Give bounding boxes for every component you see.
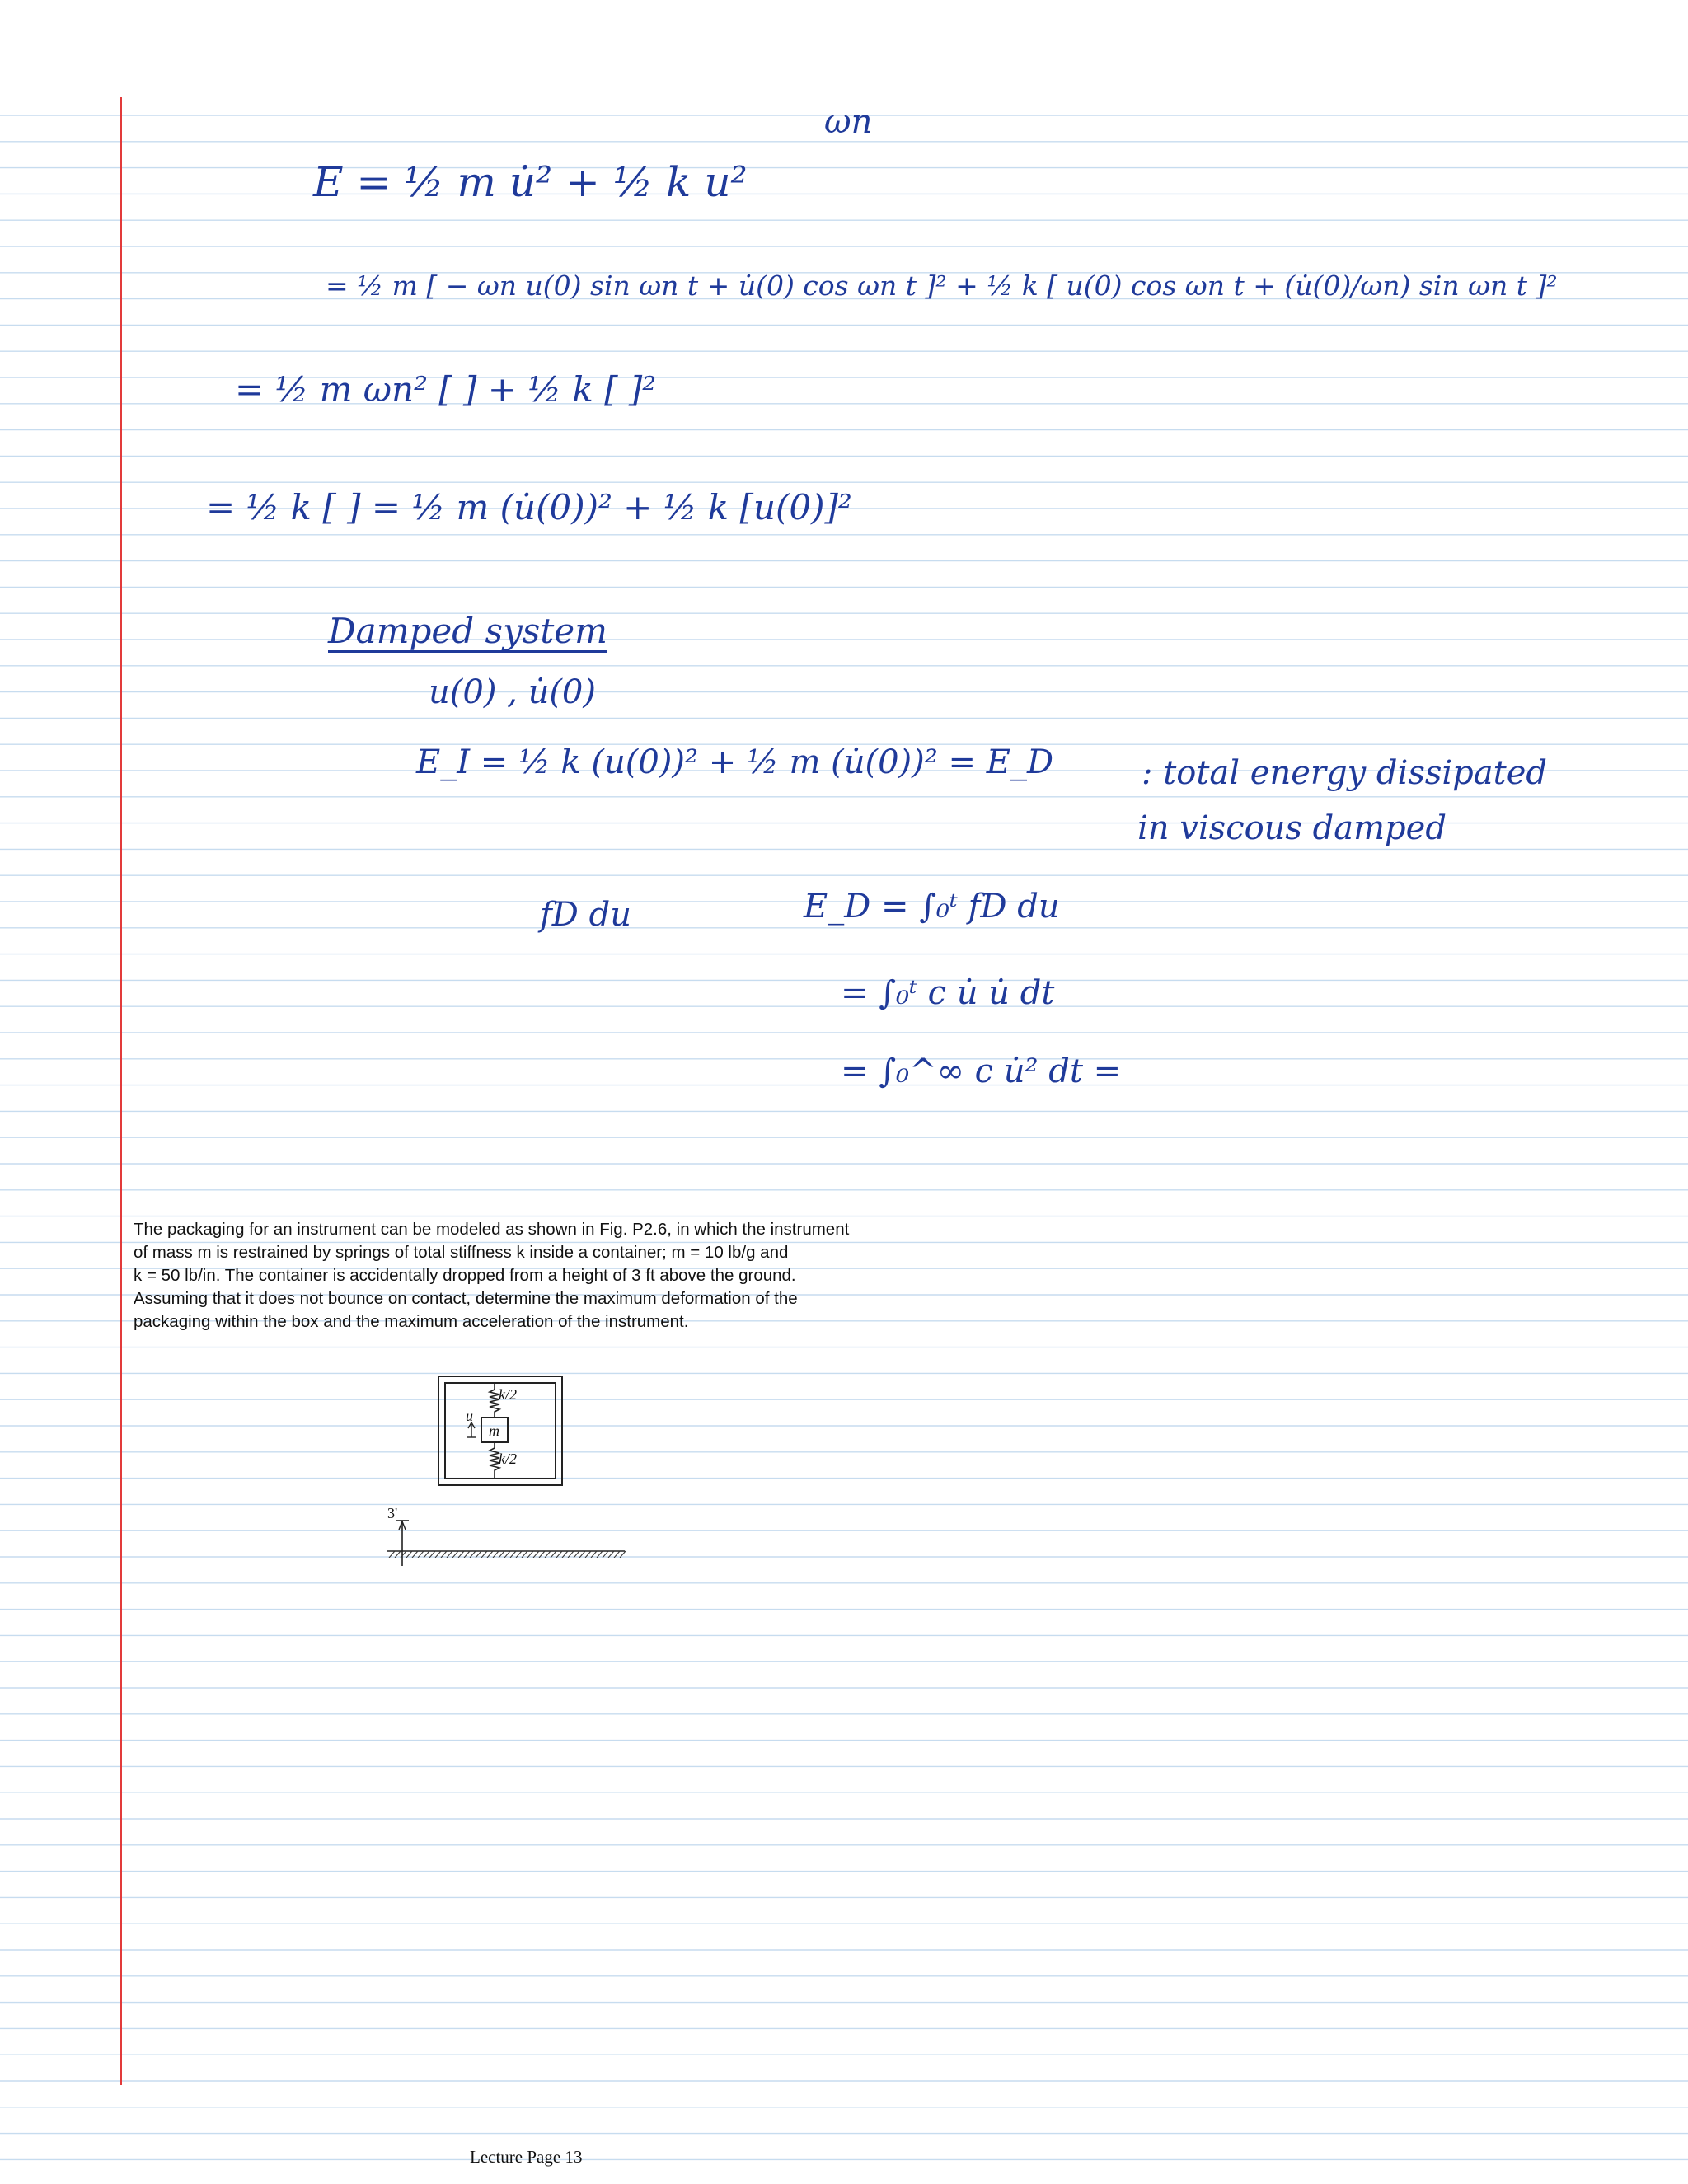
mass-label: m (489, 1422, 499, 1439)
hatch-stroke (452, 1551, 458, 1558)
hatch-stroke (412, 1551, 418, 1558)
dissipated-energy-integral: E_D = ∫₀ᵗ fD du (804, 888, 1060, 926)
ground-hatching (389, 1551, 626, 1558)
energy-result: = ½ k [ ] = ½ m (u̇(0))² + ½ k [u(0)]² (206, 487, 852, 527)
hatch-stroke (528, 1551, 533, 1558)
hatch-stroke (579, 1551, 585, 1558)
hatch-stroke (429, 1551, 435, 1558)
hatch-stroke (608, 1551, 614, 1558)
hatch-stroke (435, 1551, 441, 1558)
initial-conditions: u(0) , u̇(0) (429, 673, 596, 711)
hatch-stroke (522, 1551, 528, 1558)
dissipation-note-line1: : total energy dissipated (1142, 754, 1547, 792)
input-energy-equation: E_I = ½ k (u(0))² + ½ m (u̇(0))² = E_D (416, 743, 1054, 781)
damped-system-heading: Damped system (328, 611, 607, 651)
hatch-stroke (487, 1551, 493, 1558)
hatch-stroke (476, 1551, 481, 1558)
hatch-stroke (551, 1551, 556, 1558)
energy-factored: = ½ m ωn² [ ] + ½ k [ ]² (235, 369, 657, 410)
hatch-stroke (464, 1551, 470, 1558)
hatch-stroke (441, 1551, 447, 1558)
hatch-stroke (620, 1551, 626, 1558)
hatch-stroke (591, 1551, 597, 1558)
hatch-stroke (504, 1551, 510, 1558)
hatch-stroke (533, 1551, 539, 1558)
hatch-stroke (401, 1551, 406, 1558)
hatch-stroke (470, 1551, 476, 1558)
hatch-stroke (481, 1551, 487, 1558)
problem-line: k = 50 lb/in. The container is accidentally dropped from a height of 3 ft above the ground. (134, 1266, 796, 1285)
hatch-stroke (447, 1551, 452, 1558)
hatch-stroke (458, 1551, 464, 1558)
problem-line: of mass m is restrained by springs of total stiffness k inside a container; m = 10 lb/g and (134, 1243, 789, 1262)
problem-line: Assuming that it does not bounce on contact, determine the maximum deformation of the (134, 1289, 798, 1308)
hatch-stroke (539, 1551, 545, 1558)
problem-statement (134, 1218, 875, 1333)
hatch-stroke (556, 1551, 562, 1558)
hatch-stroke (424, 1551, 429, 1558)
hatch-stroke (603, 1551, 608, 1558)
hatch-stroke (389, 1551, 395, 1558)
energy-definition: E = ½ m u̇² + ½ k u² (313, 158, 748, 206)
hatch-stroke (406, 1551, 412, 1558)
hatch-stroke (499, 1551, 504, 1558)
energy-expansion: = ½ m [ − ωn u(0) sin ωn t + u̇(0) cos ωn t ]² + ½ k [ u(0) cos ωn t + (u̇(0)/ωn) sin ωn t ]² (326, 269, 1558, 302)
hatch-stroke (545, 1551, 551, 1558)
hatch-stroke (614, 1551, 620, 1558)
hatch-stroke (585, 1551, 591, 1558)
ruled-lines (0, 115, 1688, 2159)
dissipated-energy-step2: = ∫₀ᵗ c u̇ u̇ dt (841, 974, 1055, 1012)
hatch-stroke (395, 1551, 401, 1558)
dissipation-note-line2: in viscous damped (1137, 809, 1447, 847)
height-label: 3' (387, 1505, 398, 1521)
displacement-label: u (466, 1408, 473, 1424)
hatch-stroke (562, 1551, 568, 1558)
fd-du-term: fD du (540, 896, 631, 934)
dissipated-energy-step3: = ∫₀^∞ c u̇² dt = (841, 1052, 1122, 1090)
spring-bottom-label: k/2 (499, 1451, 517, 1467)
hatch-stroke (597, 1551, 603, 1558)
hatch-stroke (418, 1551, 424, 1558)
top-fragment: ωn (824, 103, 873, 141)
problem-line: packaging within the box and the maximum acceleration of the instrument. (134, 1312, 689, 1331)
hatch-stroke (574, 1551, 579, 1558)
spring-top-label: k/2 (499, 1386, 517, 1403)
hatch-stroke (516, 1551, 522, 1558)
hatch-stroke (493, 1551, 499, 1558)
problem-line: The packaging for an instrument can be modeled as shown in Fig. P2.6, in which the instrument (134, 1220, 850, 1239)
hatch-stroke (568, 1551, 574, 1558)
hatch-stroke (510, 1551, 516, 1558)
page-footer: Lecture Page 13 (470, 2147, 583, 2167)
